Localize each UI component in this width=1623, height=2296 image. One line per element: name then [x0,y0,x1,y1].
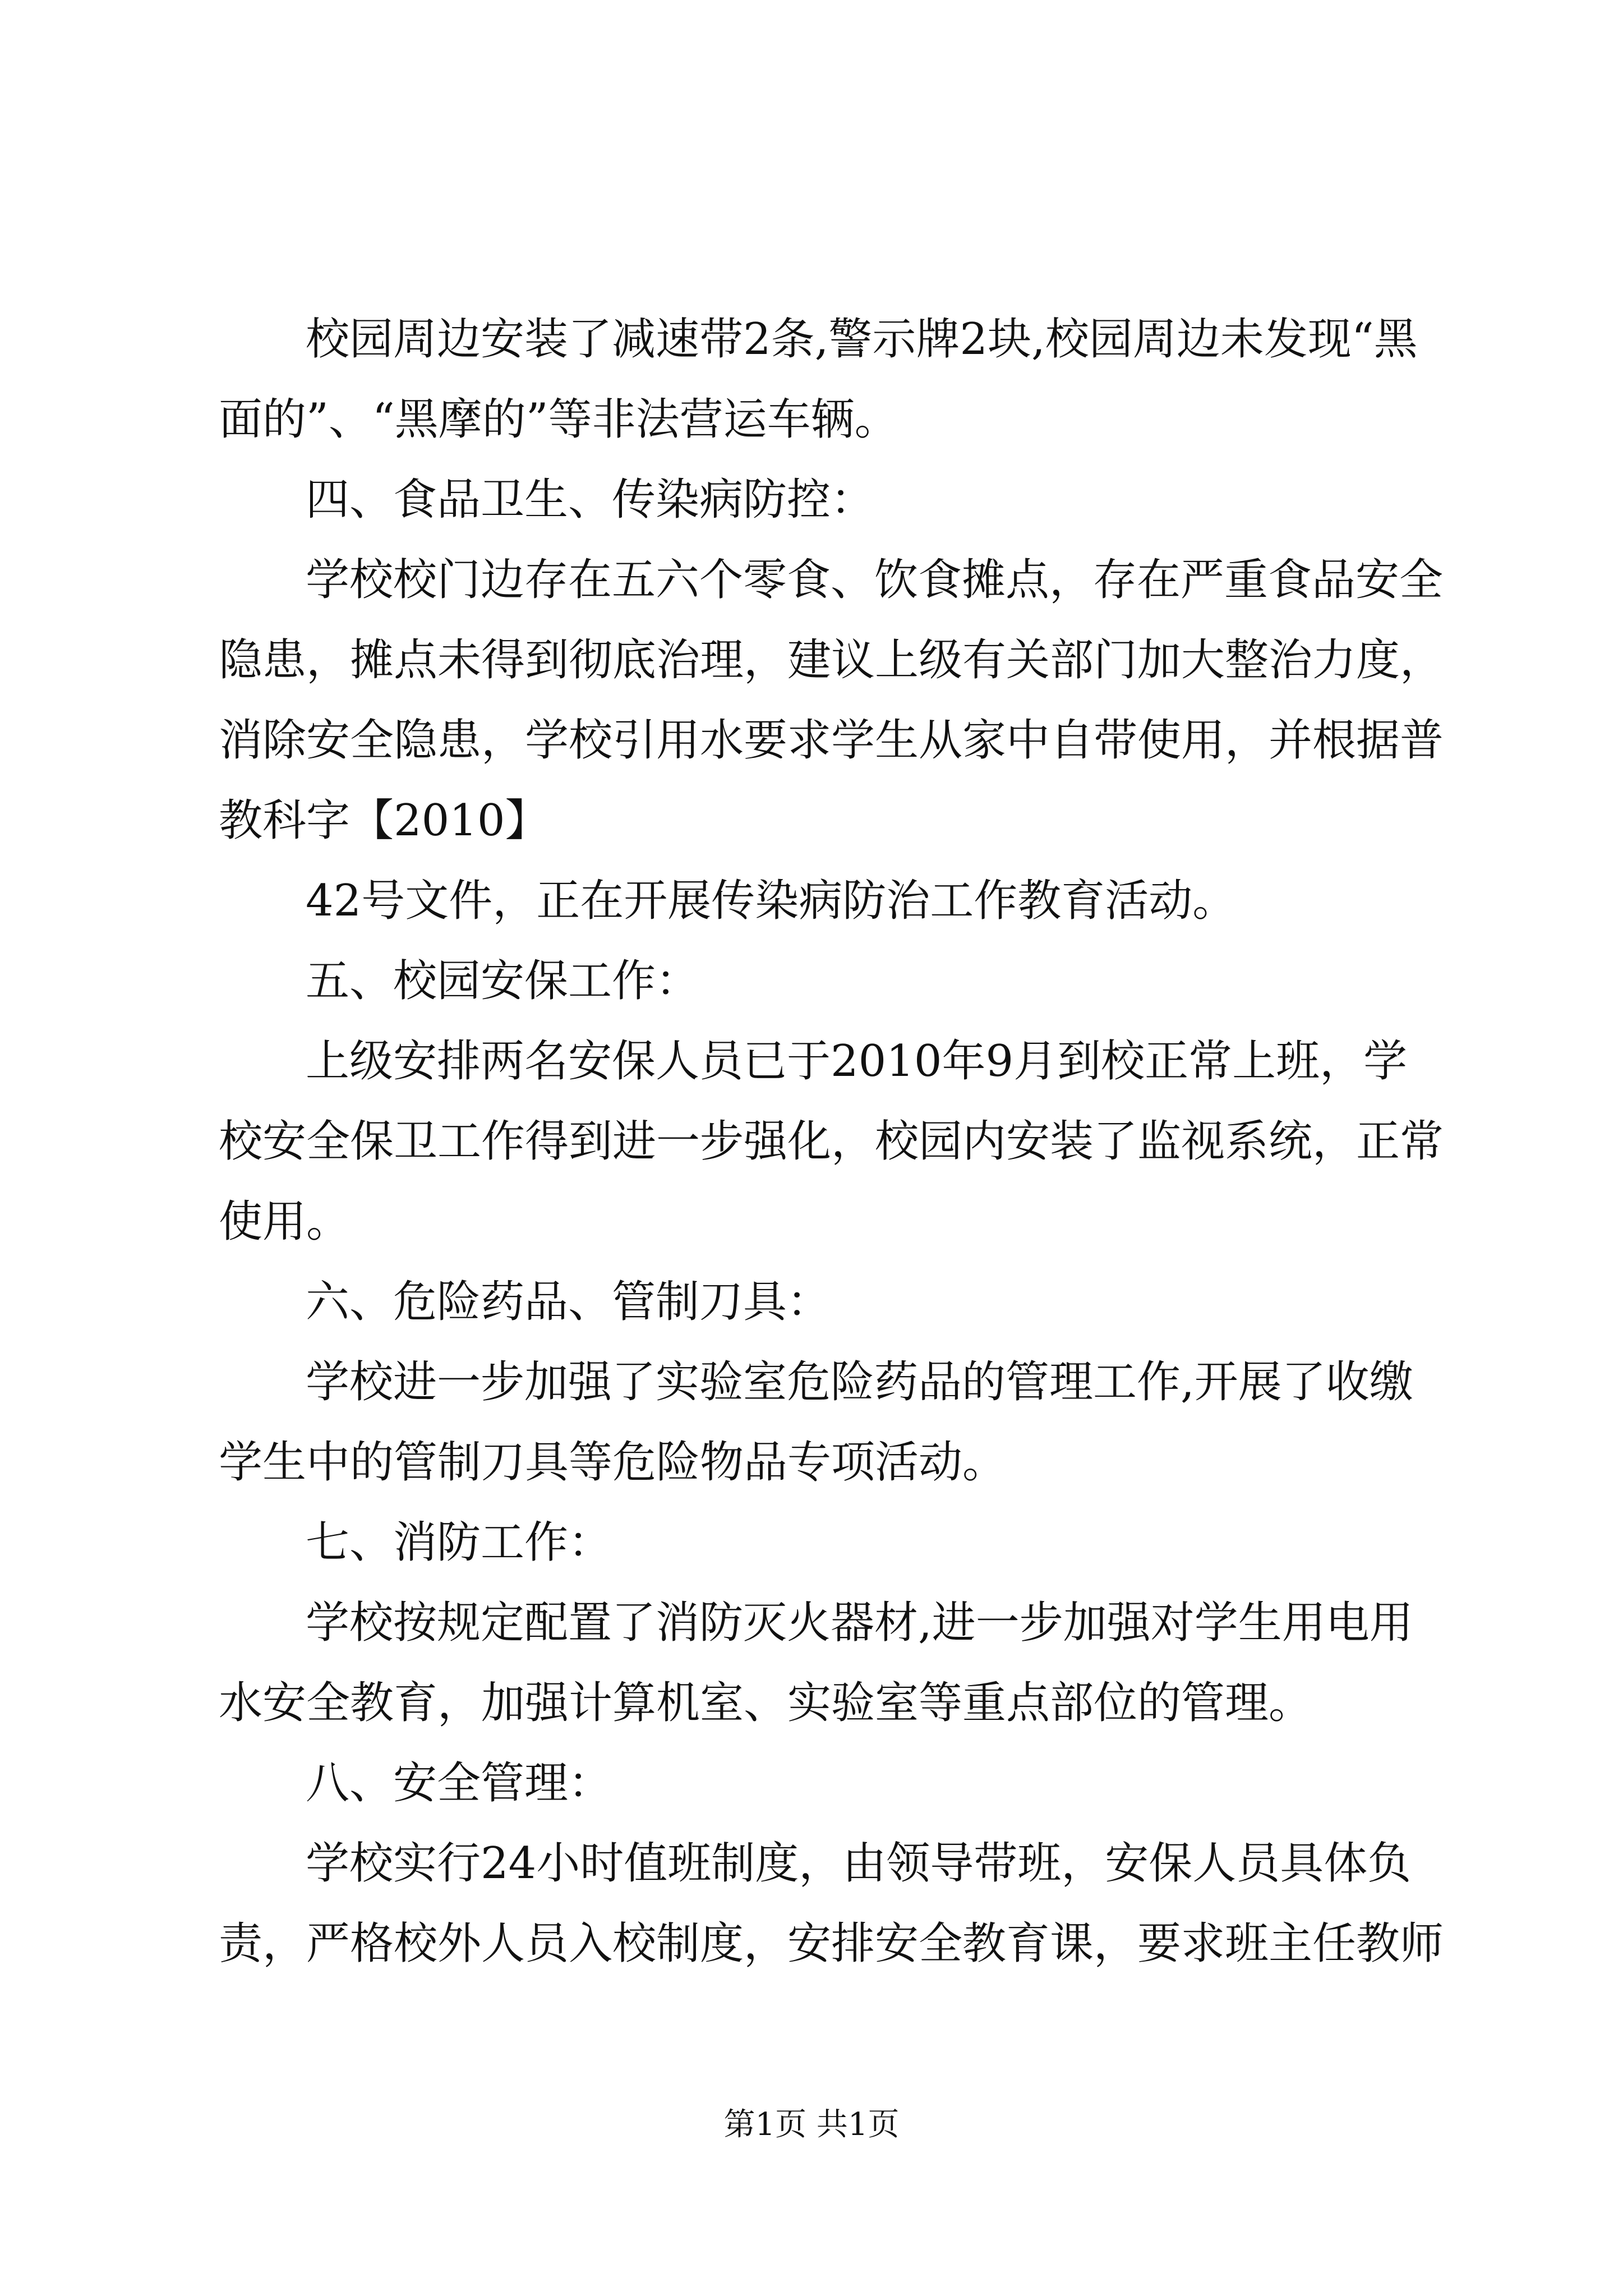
section-heading: 六、危险药品、管制刀具： [306,1277,831,1327]
text-line: 消除安全隐患，学校引用水要求学生从家中自带使用，并根据普 [219,715,1444,766]
text-line: 使用。 [219,1197,351,1247]
text-line: 校园周边安装了减速带2条,警示牌2块,校园周边未发现“黑 [306,314,1418,365]
section-heading: 五、校园安保工作： [306,956,700,1006]
section-heading: 八、安全管理： [306,1758,612,1809]
text-line: 学校按规定配置了消防灭火器材,进一步加强对学生用电用 [306,1598,1413,1648]
text-line: 学校进一步加强了实验室危险药品的管理工作,开展了收缴 [306,1357,1413,1407]
text-line: 责，严格校外人员入校制度，安排安全教育课，要求班主任教师 [219,1918,1444,1969]
text-line: 上级安排两名安保人员已于2010年9月到校正常上班，学 [306,1036,1408,1087]
text-line: 学校实行24小时值班制度，由领导带班，安保人员具体负 [306,1838,1412,1889]
text-line: 校安全保卫工作得到进一步强化，校园内安装了监视系统，正常 [219,1116,1444,1167]
section-heading: 四、食品卫生、传染病防控： [306,475,875,525]
section-heading: 七、消防工作： [306,1517,612,1568]
text-line: 42号文件，正在开展传染病防治工作教育活动。 [306,876,1237,926]
text-line: 水安全教育，加强计算机室、实验室等重点部位的管理。 [219,1678,1313,1728]
page-footer: 第1页 共1页 [723,2106,900,2143]
text-line: 面的”、“黑摩的”等非法营运车辆。 [219,394,898,445]
text-line: 学生中的管制刀具等危险物品专项活动。 [219,1437,1007,1488]
text-line: 学校校门边存在五六个零食、饮食摊点，存在严重食品安全 [306,555,1444,605]
text-line: 教科字【2010】 [219,795,549,846]
text-line: 隐患，摊点未得到彻底治理，建议上级有关部门加大整治力度， [219,635,1444,685]
